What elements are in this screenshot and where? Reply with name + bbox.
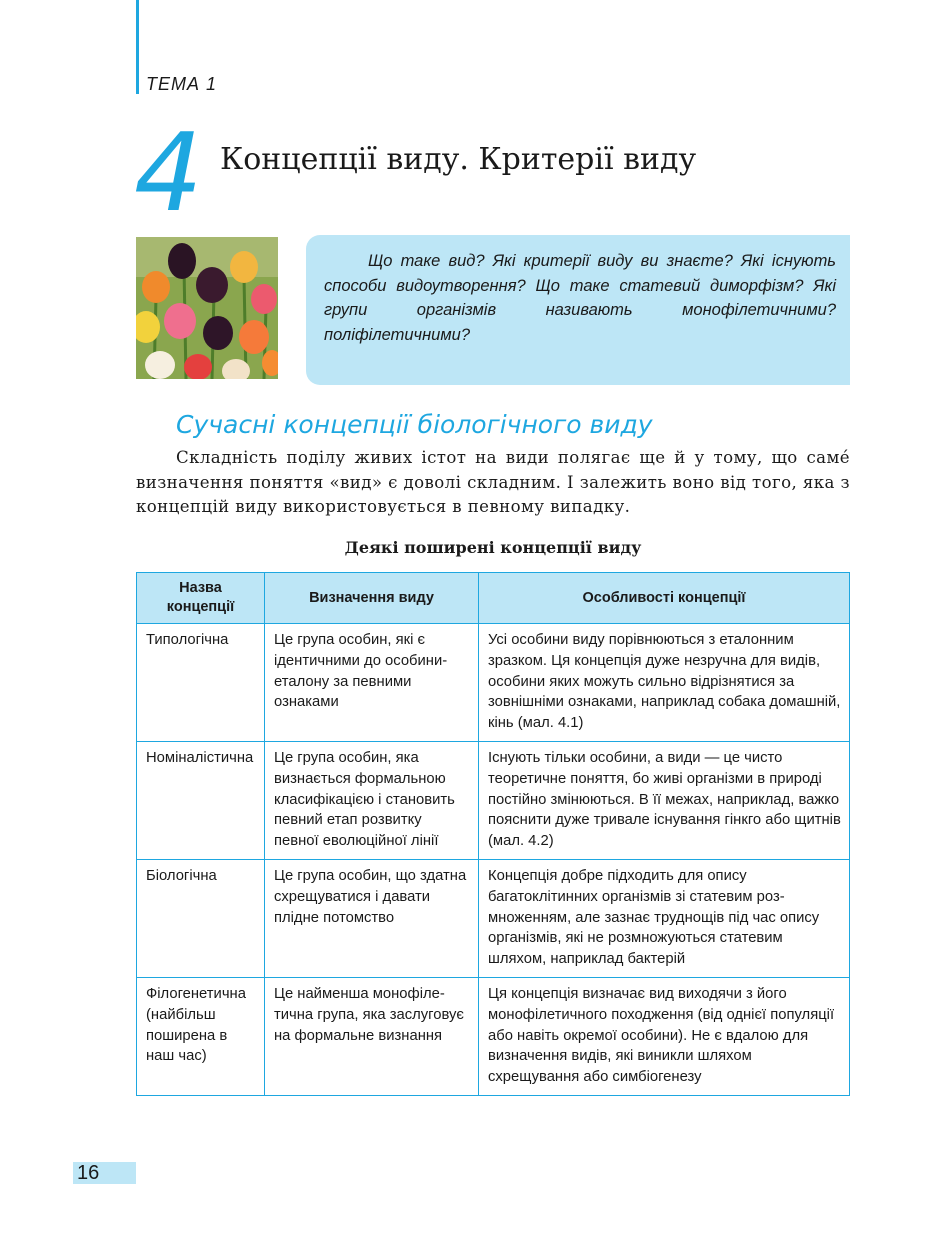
- page-number-tab: [73, 1162, 136, 1184]
- table-row: [137, 624, 850, 742]
- concept-features: Усі особини виду порівнюються з еталонним зразком. Ця концепція дуже незручна для видів, особини яких можуть сильно відрізнятися за зовнішніми ознаками, наприклад собака домашній, кінь (мал. 4.1): [479, 624, 850, 742]
- question-text: Що таке вид? Які критерії виду ви знаєте? Які існують способи видоутворення? Що таке статевий диморфізм? Які групи організмів називають монофілетичними? поліфілетичними?: [324, 252, 836, 344]
- topic-label: ТЕМА 1: [146, 74, 218, 94]
- table-header-row: [137, 573, 850, 624]
- tulips-photo: [136, 237, 278, 379]
- concept-definition: Це група особин, що здатна схрещуватися і давати плідне потомство: [265, 859, 479, 977]
- concept-name: Номіналістична: [137, 741, 265, 859]
- table-caption: Деякі поширені концепції виду: [344, 538, 642, 557]
- section-paragraph: Складність поділу живих істот на види полягає ще й у тому, що саме́ визначення поняття «вид» є доволі складним. І залежить воно від того, яка з концепцій виду використовується в певному випадку.: [136, 448, 850, 516]
- chapter-number: 4: [134, 111, 203, 236]
- concept-name: Типологічна: [137, 624, 265, 742]
- header-concept-name: Назва концепції: [137, 573, 265, 624]
- concept-name: Біологічна: [137, 859, 265, 977]
- concept-features: Існують тільки особини, а види — це чисто теоретичне поняття, бо живі організми в природі постійно змінюються. В її межах, наприклад, важко пояснити дуже тривале існування гінкго або щитнів (мал. 4.2): [479, 741, 850, 859]
- concepts-table: [136, 572, 850, 1096]
- concept-features: Ця концепція визначає вид виходячи з його монофілетичного походження (від однієї популяції або навіть окремої особини). Не є вдалою для визначення видів, які виникли шляхом схрещування або симбіогенезу: [479, 977, 850, 1095]
- concept-definition: Це найменша монофілетична група, яка заслуговує на формальне визнання: [265, 977, 479, 1095]
- concept-name: Філогенетична (найбільш поширена в наш час): [137, 977, 265, 1095]
- table-row: [137, 859, 850, 977]
- page-number: 16: [77, 1162, 100, 1184]
- table-row: [137, 741, 850, 859]
- tulips-illustration: [136, 237, 278, 379]
- question-box: [306, 235, 850, 385]
- table-row: [137, 977, 850, 1095]
- header-features: Особливості концепції: [479, 573, 850, 624]
- chapter-title: Концепції виду. Критерії виду: [220, 142, 697, 177]
- header-definition: Визначення виду: [265, 573, 479, 624]
- section-heading: Сучасні концепції біологічного виду: [176, 410, 653, 439]
- concept-definition: Це група особин, яка визнається формальною класифікацією і становить певний етап розвитку певної еволюційної лінії: [265, 741, 479, 859]
- topic-accent-bar: [136, 0, 139, 94]
- concept-definition: Це група особин, які є ідентичними до особини-еталону за певними ознаками: [265, 624, 479, 742]
- concept-features: Концепція добре підходить для опису багатоклітинних організмів зі статевим розмноженням, але зазнає труднощів під час опису організмів, які не розмножуються статевим шляхом, наприклад бактерій: [479, 859, 850, 977]
